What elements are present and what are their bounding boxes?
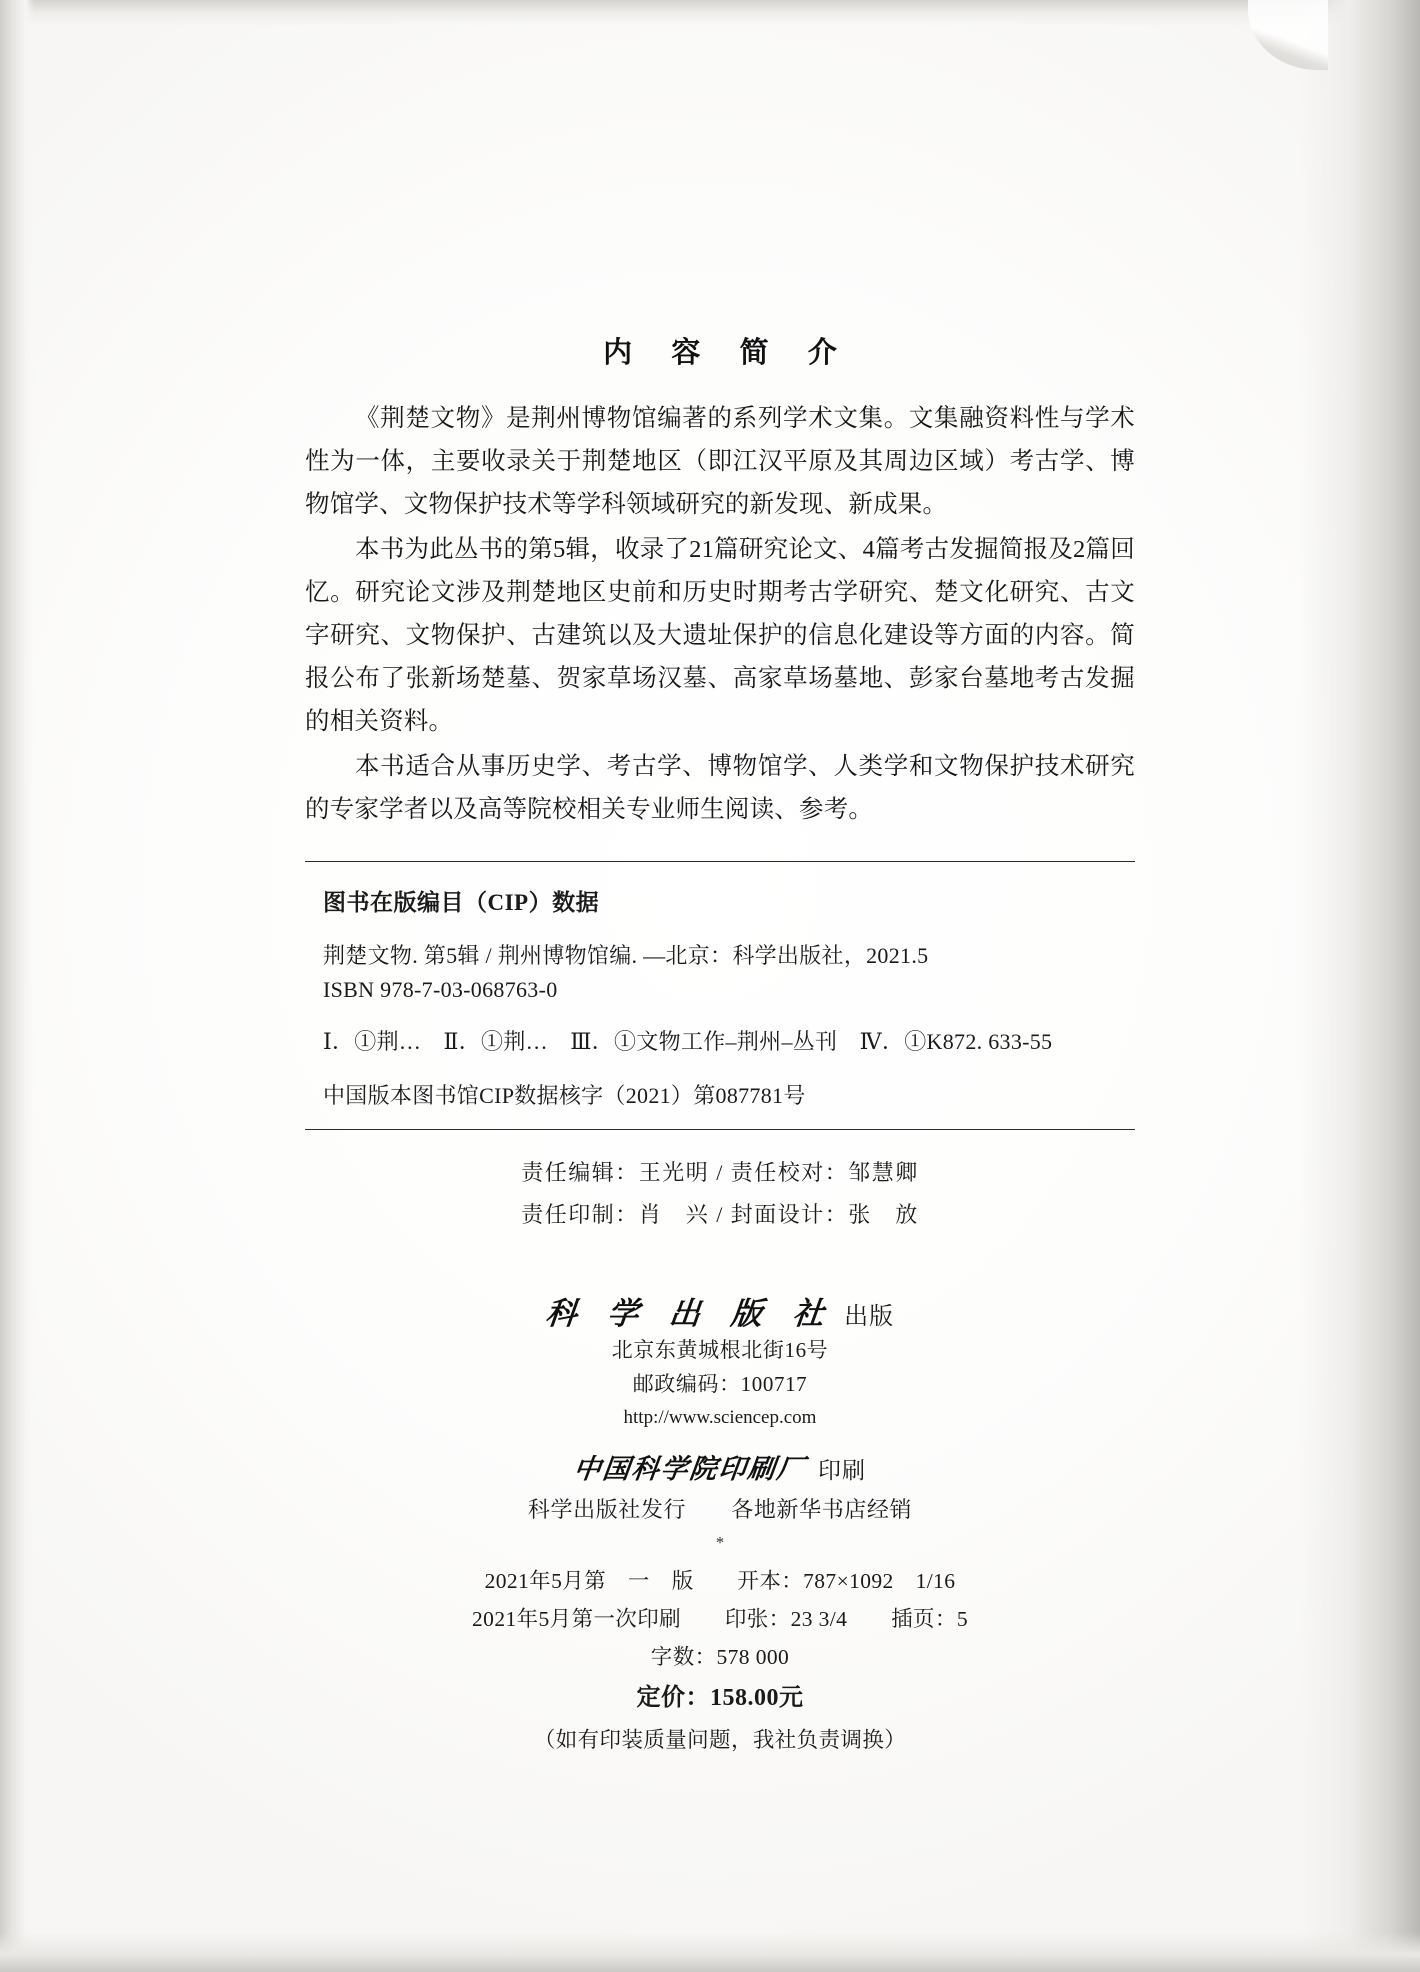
imprint-wordcount-line: 字数：578 000 xyxy=(650,1645,790,1669)
printer-suffix: 印刷 xyxy=(818,1458,866,1483)
abstract-paragraph-1: 《荆楚文物》是荆州博物馆编著的系列学术文集。文集融资料性与学术性为一体，主要收录关于荆楚地区（即江汉平原及其周边区域）考古学、博物馆学、文物保护技术等学科领域研究的新发现、新成果。 xyxy=(305,405,1135,518)
cip-core-number: 中国版本图书馆CIP数据核字（2021）第087781号 xyxy=(323,1083,806,1108)
publisher-block xyxy=(305,1288,1135,1556)
publisher-suffix: 出版 xyxy=(844,1304,895,1330)
decorative-asterisk: * xyxy=(715,1533,725,1552)
abstract-paragraph-3: 本书适合从事历史学、考古学、博物馆学、人类学和文物保护技术研究的专家学者以及高等院校相关专业师生阅读、参考。 xyxy=(305,753,1135,823)
publisher-address: 北京东黄城根北街16号 xyxy=(611,1338,829,1362)
distribution-line: 科学出版社发行 各地新华书店经销 xyxy=(527,1497,913,1522)
cip-citation: 荆楚文物. 第5辑 / 荆州博物馆编. —北京：科学出版社，2021.5 xyxy=(323,943,929,968)
scan-edge-right xyxy=(1300,0,1420,1972)
cip-block xyxy=(305,862,1135,1113)
printer-row xyxy=(305,1447,1135,1486)
scan-edge-top xyxy=(0,0,1420,26)
copyright-page-content xyxy=(305,330,1135,1760)
abstract-block xyxy=(305,397,1135,831)
staff-editor-line: 责任编辑：王光明 / 责任校对：邹慧卿 xyxy=(521,1160,919,1185)
scan-edge-bottom xyxy=(0,1932,1420,1972)
imprint-block xyxy=(305,1562,1135,1760)
cip-heading: 图书在版编目（CIP）数据 xyxy=(323,890,600,915)
printer-logo: 中国科学院印刷厂 xyxy=(571,1454,808,1484)
publisher-name-row xyxy=(305,1288,1135,1333)
publisher-postcode: 邮政编码：100717 xyxy=(632,1372,808,1396)
page-title: 内 容 简 介 xyxy=(603,337,853,369)
scan-edge-left xyxy=(0,0,34,1972)
imprint-printing-line: 2021年5月第一次印刷 印张：23 3/4 插页：5 xyxy=(472,1607,968,1631)
price-line: 定价：158.00元 xyxy=(636,1685,804,1711)
abstract-paragraph-2: 本书为此丛书的第5辑，收录了21篇研究论文、4篇考古发掘简报及2篇回忆。研究论文涉及荆楚地区史前和历史时期考古学研究、楚文化研究、古文字研究、文物保护、古建筑以及大遗址保护的信息化建设等方面的内容。简报公布了张新场楚墓、贺家草场汉墓、高家草场墓地、彭家台墓地考古发掘的相关资料。 xyxy=(305,536,1135,735)
cip-classification: Ⅰ．①荆… Ⅱ．①荆… Ⅲ．①文物工作–荆州–丛刊 Ⅳ．①K872. 633-55 xyxy=(323,1029,1053,1054)
publisher-website: http://www.sciencep.com xyxy=(623,1407,817,1428)
science-press-logo: 科 学 出 版 社 xyxy=(543,1296,836,1332)
staff-credits xyxy=(305,1130,1135,1236)
staff-production-line: 责任印制：肖 兴 / 封面设计：张 放 xyxy=(521,1202,919,1227)
imprint-edition-line: 2021年5月第 一 版 开本：787×1092 1/16 xyxy=(484,1569,956,1593)
quality-note: （如有印装质量问题，我社负责调换） xyxy=(533,1728,907,1752)
cip-isbn: ISBN 978-7-03-068763-0 xyxy=(323,977,558,1002)
cip-spacer xyxy=(305,1007,1135,1025)
